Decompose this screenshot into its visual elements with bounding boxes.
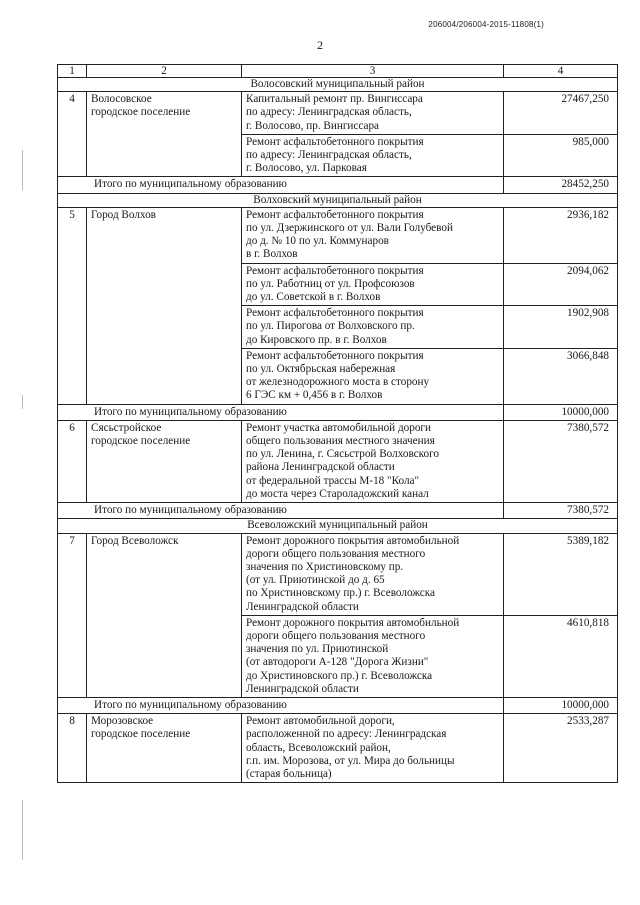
header-cell: 2 bbox=[87, 65, 242, 78]
scan-edge-mark bbox=[22, 150, 23, 190]
amount-value: 5389,182 bbox=[504, 533, 618, 615]
section-title: Волосовский муниципальный район bbox=[58, 78, 618, 92]
text-line: Волосовское bbox=[91, 93, 152, 106]
text-line: от федеральной трассы М-18 "Кола" bbox=[246, 474, 420, 487]
municipality-name bbox=[87, 533, 242, 697]
page-number: 2 bbox=[317, 38, 323, 52]
total-label: Итого по муниципальному образованию bbox=[58, 177, 504, 193]
text-line: по Христиновскому пр.) г. Всеволожска bbox=[246, 587, 435, 600]
section-row bbox=[58, 78, 618, 92]
text-line: дороги общего пользования местного bbox=[246, 547, 426, 560]
amount-value: 2094,062 bbox=[504, 263, 618, 306]
text-line: по адресу: Ленинградская область, bbox=[246, 106, 412, 119]
work-description bbox=[242, 615, 504, 697]
text-line: (старая больница) bbox=[246, 767, 332, 780]
header-cell: 1 bbox=[58, 65, 87, 78]
text-line: по ул. Пирогова от Волховского пр. bbox=[246, 320, 415, 333]
text-line: г.п. им. Морозова, от ул. Мира до больницы bbox=[246, 754, 455, 767]
text-line: Ремонт автомобильной дороги, bbox=[246, 715, 395, 728]
row-number: 7 bbox=[58, 533, 87, 697]
text-line: г. Волосово, пр. Вингиссара bbox=[246, 119, 380, 132]
text-line: 6 ГЭС км + 0,456 в г. Волхов bbox=[246, 389, 383, 402]
municipality-name bbox=[87, 420, 242, 502]
scan-edge-mark bbox=[22, 395, 23, 409]
amount-value: 985,000 bbox=[504, 134, 618, 177]
text-line: Ремонт асфальтобетонного покрытия bbox=[246, 307, 424, 320]
amount-value: 2936,182 bbox=[504, 207, 618, 263]
amount-value: 7380,572 bbox=[504, 420, 618, 502]
table-row bbox=[58, 714, 618, 783]
work-description bbox=[242, 420, 504, 502]
text-line: область, Всеволожский район, bbox=[246, 741, 391, 754]
table-row bbox=[58, 207, 618, 263]
text-line: г. Волосово, ул. Парковая bbox=[246, 162, 367, 175]
row-number: 8 bbox=[58, 714, 87, 783]
text-line: по ул. Работниц от ул. Профсоюзов bbox=[246, 277, 415, 290]
work-description bbox=[242, 348, 504, 404]
text-line: Ленинградской области bbox=[246, 600, 359, 613]
section-row bbox=[58, 519, 618, 533]
text-line: городское поселение bbox=[91, 106, 191, 119]
row-number: 6 bbox=[58, 420, 87, 502]
total-row bbox=[58, 697, 618, 713]
text-line: городское поселение bbox=[91, 435, 191, 448]
document-id: 206004/206004-2015-11808(1) bbox=[428, 20, 544, 29]
text-line: до моста через Староладожский канал bbox=[246, 487, 429, 500]
text-line: (от ул. Приютинской до д. 65 bbox=[246, 574, 385, 587]
text-line: Ремонт дорожного покрытия автомобильной bbox=[246, 534, 460, 547]
section-row bbox=[58, 193, 618, 207]
work-description bbox=[242, 533, 504, 615]
text-line: дороги общего пользования местного bbox=[246, 629, 426, 642]
total-value: 10000,000 bbox=[504, 697, 618, 713]
text-line: (от автодороги А-128 "Дорога Жизни" bbox=[246, 656, 429, 669]
row-number: 5 bbox=[58, 207, 87, 404]
amount-value: 27467,250 bbox=[504, 92, 618, 135]
work-description bbox=[242, 306, 504, 349]
text-line: Сясьстройское bbox=[91, 421, 162, 434]
municipality-name bbox=[87, 92, 242, 177]
work-description bbox=[242, 714, 504, 783]
total-label: Итого по муниципальному образованию bbox=[58, 697, 504, 713]
total-row bbox=[58, 177, 618, 193]
text-line: Ремонт асфальтобетонного покрытия bbox=[246, 349, 424, 362]
scan-edge-mark bbox=[22, 800, 23, 860]
total-value: 28452,250 bbox=[504, 177, 618, 193]
table-row bbox=[58, 533, 618, 615]
total-label: Итого по муниципальному образованию bbox=[58, 404, 504, 420]
text-line: в г. Волхов bbox=[246, 248, 298, 261]
text-line: Капитальный ремонт пр. Вингиссара bbox=[246, 93, 423, 106]
total-label: Итого по муниципальному образованию bbox=[58, 503, 504, 519]
text-line: Ремонт асфальтобетонного покрытия bbox=[246, 208, 424, 221]
municipality-name bbox=[87, 207, 242, 404]
total-value: 7380,572 bbox=[504, 503, 618, 519]
work-description bbox=[242, 92, 504, 135]
text-line: Ремонт асфальтобетонного покрытия bbox=[246, 135, 424, 148]
text-line: района Ленинградской области bbox=[246, 461, 395, 474]
text-line: Ремонт участка автомобильной дороги bbox=[246, 421, 431, 434]
text-line: по ул. Октябрьская набережная bbox=[246, 363, 396, 376]
text-line: до Кировского пр. в г. Волхов bbox=[246, 333, 387, 346]
header-cell: 3 bbox=[242, 65, 504, 78]
work-description bbox=[242, 134, 504, 177]
text-line: от железнодорожного моста в сторону bbox=[246, 376, 430, 389]
text-line: до ул. Советской в г. Волхов bbox=[246, 291, 381, 304]
text-line: значения по Христиновскому пр. bbox=[246, 560, 404, 573]
text-line: общего пользования местного значения bbox=[246, 435, 435, 448]
section-title: Волховский муниципальный район bbox=[58, 193, 618, 207]
text-line: до д. № 10 по ул. Коммунаров bbox=[246, 235, 389, 248]
text-line: Ленинградской области bbox=[246, 682, 359, 695]
text-line: Город Волхов bbox=[91, 208, 156, 221]
text-line: Город Всеволожск bbox=[91, 534, 179, 547]
text-line: по адресу: Ленинградская область, bbox=[246, 149, 412, 162]
table-row bbox=[58, 420, 618, 502]
text-line: значения по ул. Приютинской bbox=[246, 643, 389, 656]
funding-table bbox=[57, 64, 618, 783]
text-line: до Христиновского пр.) г. Всеволожска bbox=[246, 669, 433, 682]
text-line: Морозовское bbox=[91, 715, 154, 728]
text-line: по ул. Дзержинского от ул. Вали Голубевой bbox=[246, 222, 453, 235]
header-cell: 4 bbox=[504, 65, 618, 78]
table-header-row bbox=[58, 65, 618, 78]
text-line: по ул. Ленина, г. Сясьстрой Волховского bbox=[246, 448, 440, 461]
section-title: Всеволожский муниципальный район bbox=[58, 519, 618, 533]
table-row bbox=[58, 92, 618, 135]
work-description bbox=[242, 207, 504, 263]
amount-value: 1902,908 bbox=[504, 306, 618, 349]
text-line: Ремонт дорожного покрытия автомобильной bbox=[246, 616, 460, 629]
text-line: расположенной по адресу: Ленинградская bbox=[246, 728, 447, 741]
row-number: 4 bbox=[58, 92, 87, 177]
work-description bbox=[242, 263, 504, 306]
municipality-name bbox=[87, 714, 242, 783]
total-row bbox=[58, 503, 618, 519]
amount-value: 3066,848 bbox=[504, 348, 618, 404]
amount-value: 4610,818 bbox=[504, 615, 618, 697]
amount-value: 2533,287 bbox=[504, 714, 618, 783]
table-body bbox=[58, 65, 618, 783]
text-line: Ремонт асфальтобетонного покрытия bbox=[246, 264, 424, 277]
text-line: городское поселение bbox=[91, 728, 191, 741]
total-row bbox=[58, 404, 618, 420]
total-value: 10000,000 bbox=[504, 404, 618, 420]
